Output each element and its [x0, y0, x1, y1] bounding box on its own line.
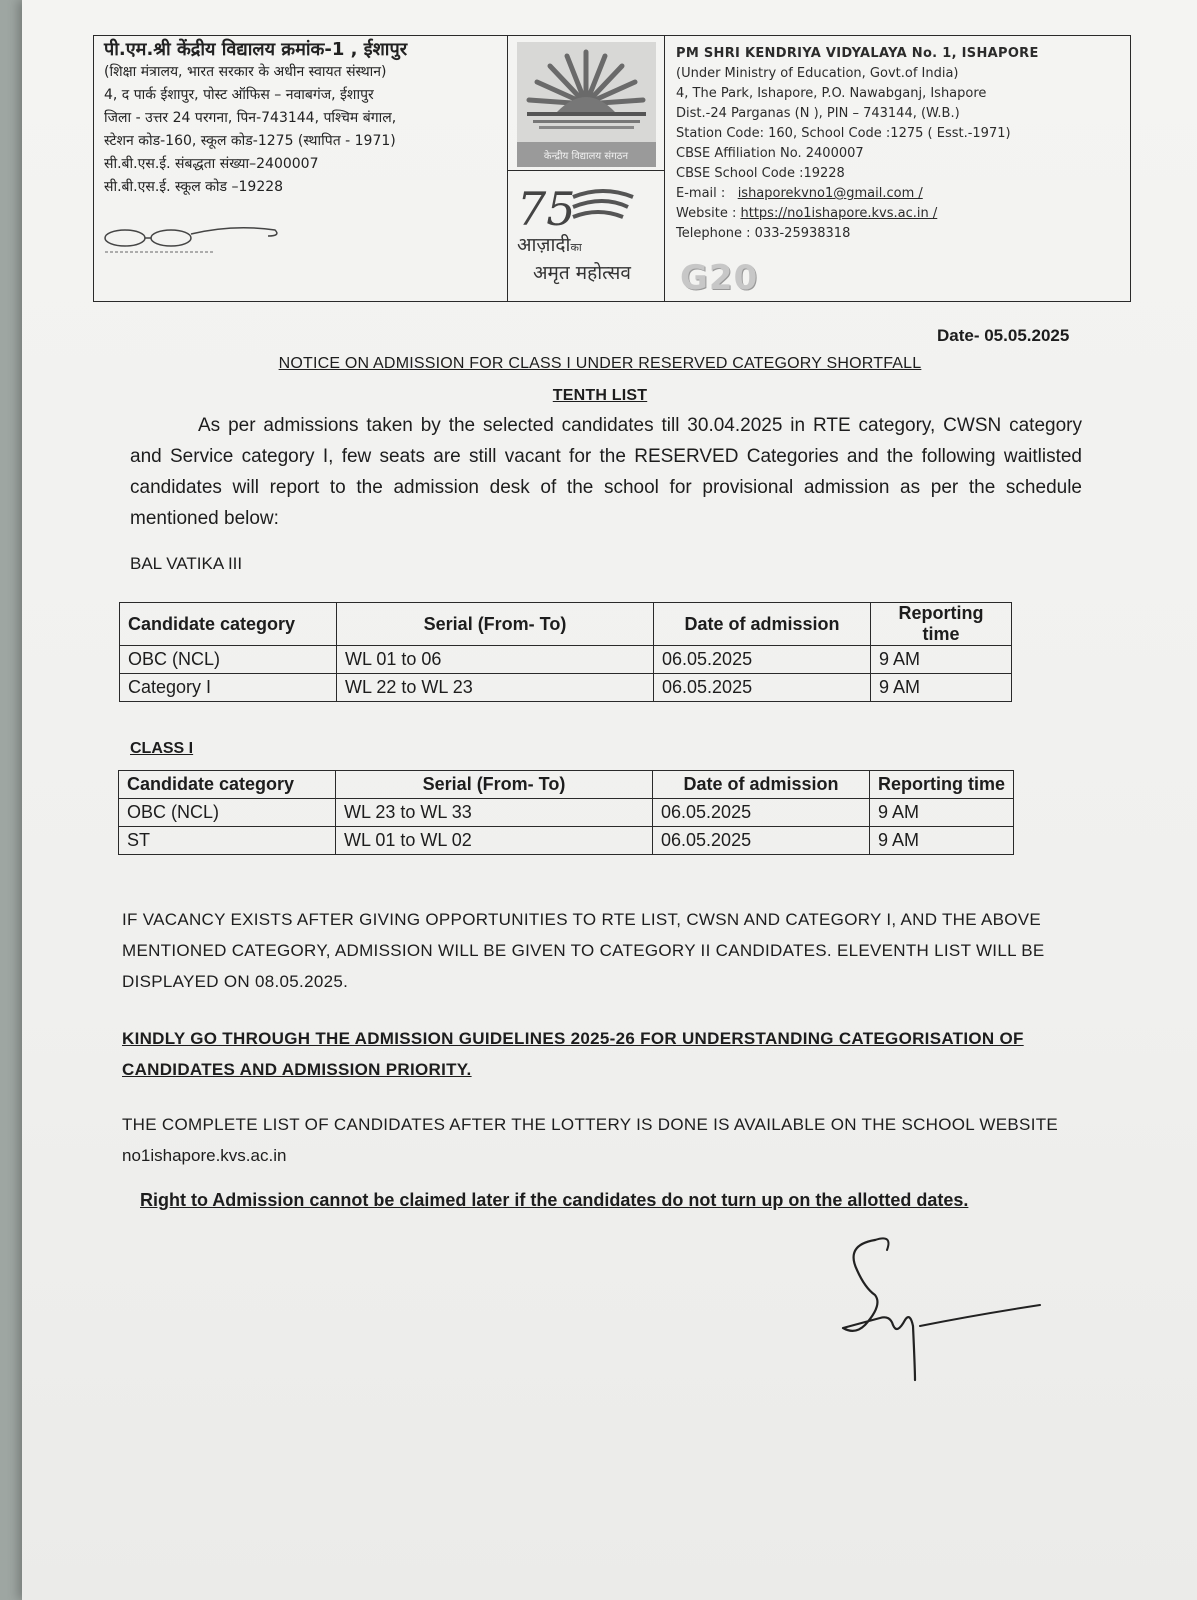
bal-vatika-table	[119, 602, 1012, 702]
class-i-table	[118, 770, 1014, 855]
table-cell: WL 23 to WL 33	[336, 799, 653, 827]
table-cell: WL 01 to WL 02	[336, 827, 653, 855]
swachh-bharat-logo	[103, 222, 283, 262]
school-website: no1ishapore.kvs.ac.in	[122, 1146, 287, 1165]
affiliation-hindi: सी.बी.एस.ई. संबद्धता संख्या–2400007	[104, 156, 319, 172]
email-link[interactable]: ishaporekvno1@gmail.com /	[737, 186, 923, 201]
table-row	[119, 827, 1014, 855]
address-hindi-2: जिला - उत्तर 24 परगना, पिन-743144, पश्चिम बंगाल,	[104, 110, 397, 126]
school-code-english: CBSE School Code :19228	[676, 166, 845, 181]
email-row	[676, 184, 1126, 204]
table-cell: Category I	[120, 674, 337, 702]
address-hindi-1: 4, द पार्क ईशापुर, पोस्ट ऑफिस – नवाबगंज, ईशापुर	[104, 87, 374, 103]
telephone: Telephone : 033-25938318	[676, 226, 851, 241]
azadi-ka: का	[570, 241, 582, 254]
address-english-2: Dist.-24 Parganas (N ), PIN – 743144, (W.B.)	[676, 106, 960, 121]
email-label: E-mail :	[676, 186, 726, 201]
column-header: Date of admission	[654, 603, 871, 646]
ministry-english: (Under Ministry of Education, Govt.of India)	[676, 66, 959, 81]
table-cell: OBC (NCL)	[119, 799, 336, 827]
table-cell: OBC (NCL)	[120, 646, 337, 674]
column-header: Reporting time	[870, 771, 1014, 799]
column-header: Date of admission	[653, 771, 870, 799]
school-name-english: PM SHRI KENDRIYA VIDYALAYA No. 1, ISHAPORE	[676, 46, 1039, 61]
column-header: Serial (From- To)	[336, 771, 653, 799]
vacancy-note: IF VACANCY EXISTS AFTER GIVING OPPORTUNITIES TO RTE LIST, CWSN AND CATEGORY I, AND THE ABOVE MENTIONED CATEGORY, ADMISSION WILL BE GIVEN TO CATEGORY II CANDIDATES. ELEVENTH LIST WILL BE DISPLAYED ON 08.05.2025.	[122, 910, 1045, 991]
website-label: Website :	[676, 206, 737, 221]
section-heading-bal-vatika: BAL VATIKA III	[130, 554, 243, 573]
list-note	[122, 1109, 1084, 1171]
letterhead-divider	[507, 170, 664, 171]
emblem-caption: केन्द्रीय विद्यालय संगठन	[543, 151, 629, 162]
website-link[interactable]: https://no1ishapore.kvs.ac.in /	[740, 206, 938, 221]
codes-hindi: स्टेशन कोड-160, स्कूल कोड-1275 (स्थापित - 1971)	[104, 133, 396, 149]
table-header-row	[120, 603, 1012, 646]
table-cell: 9 AM	[871, 646, 1012, 674]
table-cell: 06.05.2025	[653, 799, 870, 827]
table-row	[119, 799, 1014, 827]
codes-english: Station Code: 160, School Code :1275 ( Esst.-1971)	[676, 126, 1011, 141]
table-header-row	[119, 771, 1014, 799]
kvs-emblem	[517, 42, 656, 167]
table-cell: 06.05.2025	[654, 674, 871, 702]
column-header: Candidate category	[119, 771, 336, 799]
school-code-hindi: सी.बी.एस.ई. स्कूल कोड –19228	[104, 179, 284, 195]
notice-date: Date- 05.05.2025	[937, 326, 1070, 345]
azadi-ka-amrit-mahotsav-logo	[513, 175, 661, 297]
table-cell: WL 22 to WL 23	[337, 674, 654, 702]
letterhead-hindi	[104, 38, 499, 199]
affiliation-english: CBSE Affiliation No. 2400007	[676, 146, 864, 161]
letterhead-divider	[507, 35, 508, 302]
table-cell: 06.05.2025	[653, 827, 870, 855]
letterhead-english	[676, 44, 1126, 244]
intro-text: As per admissions taken by the selected candidates till 30.04.2025 in RTE category, CWSN category and Service category I, few seats are still vacant for the RESERVED Categories and the following waitlisted candidates will report to the admission desk of the school for provisional admission as per the schedule mentioned below:	[130, 415, 1082, 529]
ministry-hindi: (शिक्षा मंत्रालय, भारत सरकार के अधीन स्वायत संस्थान)	[104, 64, 387, 80]
intro-paragraph	[130, 410, 1082, 534]
column-header: Reporting time	[871, 603, 1012, 646]
table-row	[120, 674, 1012, 702]
table-cell: 06.05.2025	[654, 646, 871, 674]
guidelines-note: KINDLY GO THROUGH THE ADMISSION GUIDELINES 2025-26 FOR UNDERSTANDING CATEGORISATION OF CANDIDATES AND ADMISSION PRIORITY.	[122, 1029, 1024, 1079]
final-warning: Right to Admission cannot be claimed later if the candidates do not turn up on the allotted dates.	[140, 1190, 969, 1210]
list-note-text: THE COMPLETE LIST OF CANDIDATES AFTER THE LOTTERY IS DONE IS AVAILABLE ON THE SCHOOL WEBSITE	[122, 1115, 1059, 1134]
section-heading-class-i: CLASS I	[130, 740, 194, 757]
school-name-hindi: पी.एम.श्री केंद्रीय विद्यालय क्रमांक-1 , ईशापुर	[104, 39, 408, 60]
table-cell: 9 AM	[870, 827, 1014, 855]
column-header: Candidate category	[120, 603, 337, 646]
table-cell: 9 AM	[870, 799, 1014, 827]
azadi-word: आज़ादी	[517, 234, 571, 256]
notice-subtitle: TENTH LIST	[552, 387, 648, 404]
letterhead-divider	[664, 35, 665, 302]
g20-logo: G20	[680, 258, 759, 298]
table-cell: 9 AM	[871, 674, 1012, 702]
principal-signature	[835, 1230, 1065, 1390]
address-english-1: 4, The Park, Ishapore, P.O. Nawabganj, Ishapore	[676, 86, 987, 101]
column-header: Serial (From- To)	[337, 603, 654, 646]
website-row	[676, 204, 1126, 224]
azadi-75: 75	[517, 182, 576, 235]
amrit-mahotsav: अमृत महोत्सव	[533, 262, 631, 284]
table-cell: WL 01 to 06	[337, 646, 654, 674]
table-row	[120, 646, 1012, 674]
notice-title: NOTICE ON ADMISSION FOR CLASS I UNDER RESERVED CATEGORY SHORTFALL	[278, 355, 922, 372]
table-cell: ST	[119, 827, 336, 855]
